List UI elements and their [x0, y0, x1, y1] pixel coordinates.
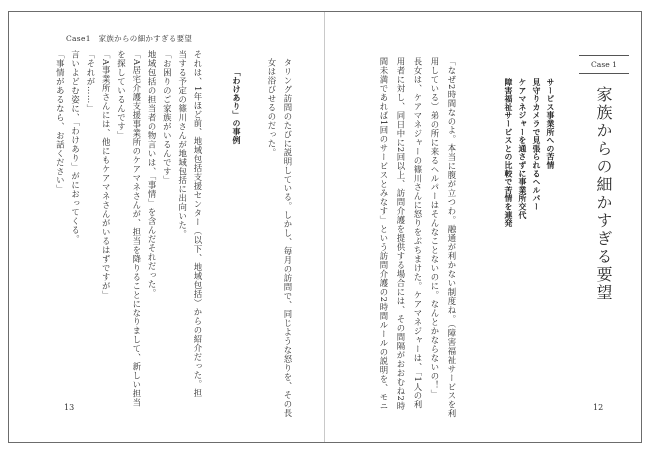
- right-page-body: [375, 57, 460, 419]
- body-line: 「なぜ2時間なのよ。本当に腹が立つわ。融通が利かない制度ね。（障害福祉サービスを利: [447, 57, 457, 419]
- body-line: 「お困りのご家族がいるんです」: [162, 50, 173, 185]
- subhead-4: 障害福祉サービスとの比較で苦情を連発: [504, 78, 513, 228]
- body-line: 言いよどむ姿に、「わけあり」がにおってくる。: [70, 50, 81, 244]
- body-line: 用者に対し、同日中に2回以上、訪問介護を提供する場合には、その間隔がおおむね2時: [396, 57, 406, 411]
- gutter-divider: [324, 12, 325, 442]
- page-number-right: 12: [593, 403, 604, 412]
- body-line: 「それが……」: [85, 50, 96, 113]
- page-number-left: 13: [64, 403, 75, 412]
- subhead-3: ケアマネジャーを通さずに事業所交代: [518, 78, 527, 220]
- case-label: Case 1: [579, 55, 629, 74]
- left-page-continuation: [264, 58, 296, 418]
- body-line: 「A居宅介護支援事業所のケアマネさんが、担当を降りることになりまして、新しい担当: [131, 50, 142, 408]
- body-line: 間未満であれば1回のサービスとみなす」という訪問介護の2時間ルールの説明を、モニ: [379, 57, 389, 411]
- subhead-2: 見守りカメラで見張られるヘルパー: [532, 78, 541, 211]
- body-line: 「A事業所さんには、他にもケアマネさんがいるはずですが」: [101, 50, 112, 300]
- subheads: [501, 78, 557, 308]
- body-line: タリング訪問のたびに説明している。しかし、毎月の訪問で、同じような怒りを、その長: [283, 58, 293, 418]
- body-line: それは、1年ほど前、地域包括支援センター（以下、地域包括）からの紹介だった。担: [192, 50, 203, 398]
- running-head: Case1 家族からの細かすぎる要望: [66, 34, 193, 43]
- body-line: 用している）弟の所に来るヘルパーはそんなことないのに。なんとかならないの！」: [430, 57, 440, 399]
- body-line: 長女は、ケアマネジャーの篠川さんに怒りをぶちまけた。ケアマネジャーは、「1人の利: [413, 57, 423, 410]
- body-line: を探しているんです」: [116, 50, 127, 140]
- body-line: 地域包括の担当者の物言いは、「事情」を含んだそれだった。: [147, 50, 158, 298]
- body-line: 女は浴びせるのだった。: [267, 58, 277, 157]
- body-line: 「事情があるなら、お話ください」: [55, 50, 66, 194]
- body-line: 当する予定の篠川さんが地域包括に出向いた。: [177, 50, 188, 239]
- chapter-title: 家族からの細かすぎる要望: [594, 86, 613, 302]
- section-heading: 「わけあり」の事例: [232, 68, 241, 145]
- book-spread: [8, 11, 642, 443]
- subhead-1: サービス事業所への苦情: [546, 78, 555, 170]
